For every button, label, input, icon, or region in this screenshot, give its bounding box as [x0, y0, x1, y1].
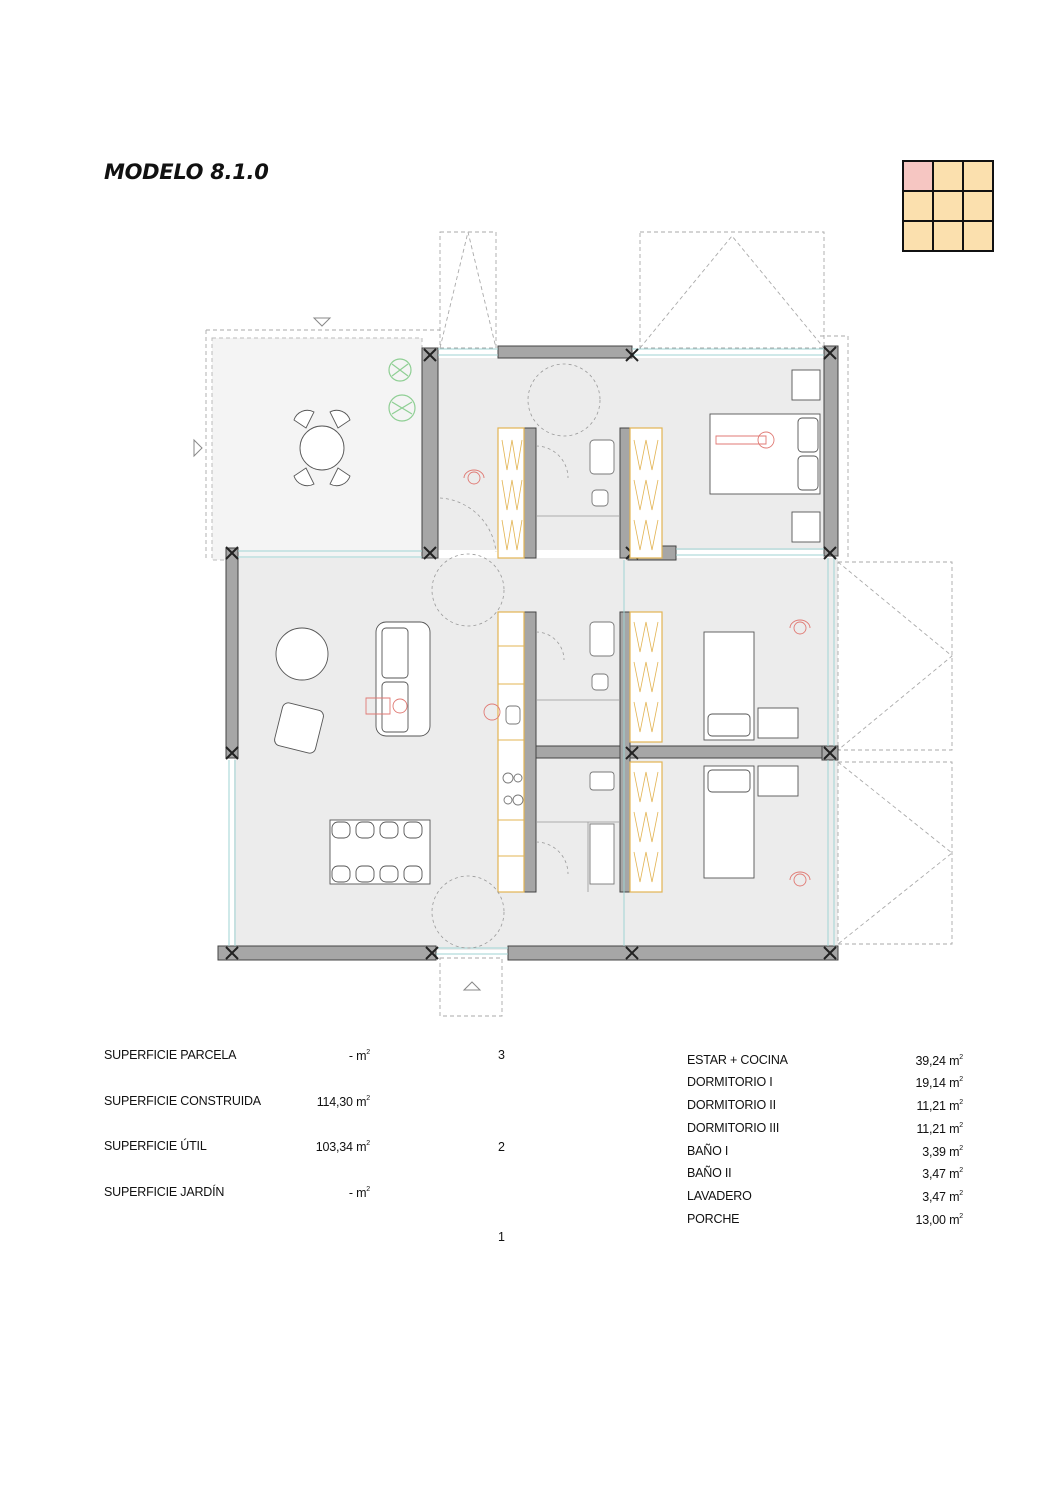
- room-value: 11,21 $m^2$: [916, 1122, 963, 1136]
- page-title: MODELO 8.1.0: [104, 160, 269, 184]
- room-label: ESTAR + COCINA: [687, 1053, 788, 1067]
- room-value: 11,21 $m^2$: [916, 1099, 963, 1113]
- room-value: 39,24 $m^2$: [915, 1054, 963, 1068]
- room-label: BAÑO I: [687, 1144, 729, 1158]
- room-label: BAÑO II: [687, 1166, 732, 1180]
- room-value: 3,39 $m^2$: [922, 1145, 963, 1159]
- surface-value: - $m^2$: [348, 1186, 370, 1200]
- floor-number: 1: [498, 1230, 505, 1244]
- floor-number: 2: [498, 1140, 505, 1154]
- room-label: PORCHE: [687, 1212, 740, 1226]
- room-label: DORMITORIO III: [687, 1121, 780, 1135]
- entry-arrow-icon: [314, 318, 330, 326]
- surface-label: SUPERFICIE CONSTRUIDA: [104, 1094, 261, 1108]
- room-value: 19,14 $m^2$: [915, 1076, 963, 1090]
- surface-value: - $m^2$: [348, 1049, 370, 1063]
- room-value: 3,47 $m^2$: [922, 1167, 963, 1181]
- surface-label: SUPERFICIE PARCELA: [104, 1048, 237, 1062]
- room-value: 3,47 $m^2$: [922, 1190, 963, 1204]
- surface-value: 114,30 $m^2$: [316, 1095, 370, 1109]
- floor-number: 3: [498, 1048, 505, 1062]
- room-label: LAVADERO: [687, 1189, 752, 1203]
- room-label: DORMITORIO I: [687, 1075, 773, 1089]
- surface-label: SUPERFICIE ÚTIL: [104, 1139, 207, 1153]
- room-value: 13,00 $m^2$: [915, 1213, 963, 1227]
- surface-value: 103,34 $m^2$: [315, 1140, 370, 1154]
- entry-arrow-icon: [194, 440, 202, 456]
- surface-label: SUPERFICIE JARDÍN: [104, 1185, 225, 1199]
- entry-arrow-icon: [464, 982, 480, 990]
- room-label: DORMITORIO II: [687, 1098, 776, 1112]
